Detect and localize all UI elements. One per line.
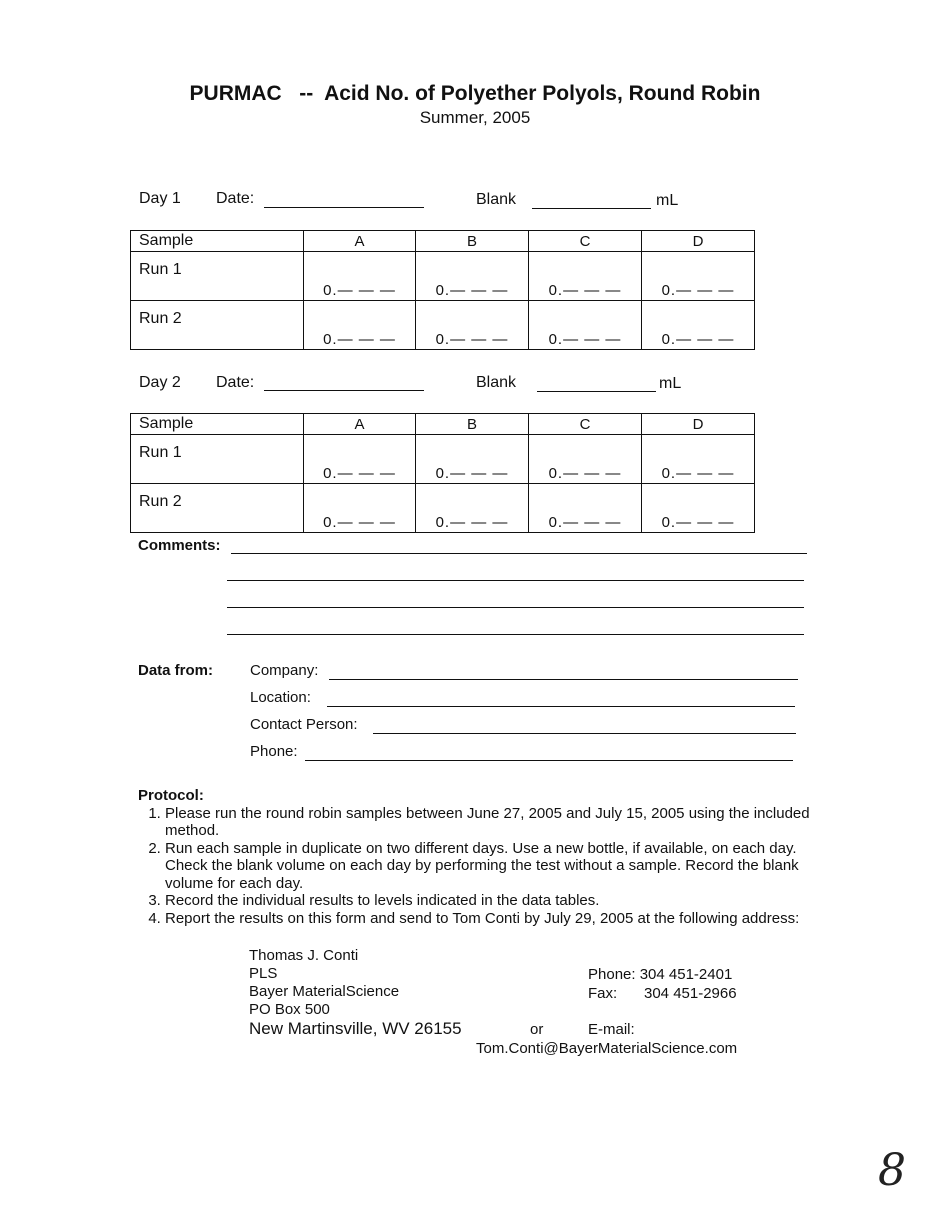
table-row	[131, 435, 755, 484]
comments-label: Comments:	[138, 537, 221, 554]
address-company: Bayer MaterialScience	[249, 983, 400, 1000]
column-header: D	[642, 231, 755, 252]
day1-label: Day 1	[139, 190, 181, 207]
day1-date-field[interactable]	[264, 207, 424, 208]
value-cell[interactable]: 0.— — —	[529, 435, 642, 484]
column-header: A	[304, 231, 416, 252]
address-email-label: E-mail:	[588, 1021, 635, 1038]
day1-date-label: Date:	[216, 190, 255, 207]
day1-blank-unit: mL	[656, 192, 679, 209]
address-dept: PLS	[249, 965, 278, 982]
value-cell[interactable]: 0.— — —	[642, 301, 755, 350]
table-row	[131, 484, 755, 533]
row-label: Run 2	[131, 484, 304, 533]
value-cell[interactable]: 0.— — —	[529, 252, 642, 301]
page-subtitle: Summer, 2005	[419, 108, 531, 127]
value-cell[interactable]: 0.— — —	[642, 252, 755, 301]
column-header: B	[416, 414, 529, 435]
day2-date-label: Date:	[216, 374, 255, 391]
data-from-label: Data from:	[138, 662, 214, 679]
column-header: A	[304, 414, 416, 435]
column-header: C	[529, 414, 642, 435]
address-phone: Phone: 304 451-2401	[588, 966, 733, 983]
column-header: D	[642, 414, 755, 435]
value-cell[interactable]: 0.— — —	[529, 484, 642, 533]
day2-label: Day 2	[139, 374, 181, 391]
address-name: Thomas J. Conti	[249, 947, 359, 964]
value-cell[interactable]: 0.— — —	[642, 435, 755, 484]
address-fax-number: 304 451-2966	[644, 985, 737, 1002]
protocol-item: 4. Report the results on this form and send to Tom Conti by July 29, 2005 at the following address:	[165, 910, 828, 928]
table-row	[131, 252, 755, 301]
row-label: Run 1	[131, 435, 304, 484]
column-header: Sample	[131, 231, 304, 252]
value-cell[interactable]: 0.— — —	[416, 484, 529, 533]
value-cell[interactable]: 0.— — —	[304, 484, 416, 533]
protocol-item: 3. Record the individual results to levels indicated in the data tables.	[165, 892, 828, 910]
table-row	[131, 301, 755, 350]
contact-label: Contact Person:	[250, 716, 358, 733]
day1-blank-field[interactable]	[532, 208, 651, 209]
day1-table	[130, 230, 755, 350]
value-cell[interactable]: 0.— — —	[416, 435, 529, 484]
day1-blank-label: Blank	[476, 191, 517, 208]
column-header: B	[416, 231, 529, 252]
location-label: Location:	[250, 689, 311, 706]
company-field[interactable]	[329, 679, 798, 680]
day2-table	[130, 413, 755, 533]
address-or: or	[530, 1021, 544, 1038]
day2-blank-field[interactable]	[537, 391, 656, 392]
phone-field[interactable]	[305, 760, 793, 761]
comments-line-1[interactable]	[231, 553, 807, 554]
protocol-heading: Protocol:	[138, 787, 204, 804]
page-title: PURMAC -- Acid No. of Polyether Polyols, Round Robin	[189, 82, 761, 105]
contact-field[interactable]	[373, 733, 796, 734]
column-header: C	[529, 231, 642, 252]
address-city: New Martinsville, WV 26155	[249, 1019, 462, 1038]
protocol-section	[138, 787, 828, 927]
value-cell[interactable]: 0.— — —	[416, 301, 529, 350]
column-header: Sample	[131, 414, 304, 435]
value-cell[interactable]: 0.— — —	[304, 301, 416, 350]
row-label: Run 1	[131, 252, 304, 301]
address-email[interactable]: Tom.Conti@BayerMaterialScience.com	[476, 1040, 738, 1057]
day2-blank-unit: mL	[659, 375, 682, 392]
row-label: Run 2	[131, 301, 304, 350]
value-cell[interactable]: 0.— — —	[642, 484, 755, 533]
value-cell[interactable]: 0.— — —	[304, 252, 416, 301]
comments-line-2[interactable]	[227, 580, 804, 581]
address-box: PO Box 500	[249, 1001, 330, 1018]
comments-line-3[interactable]	[227, 607, 804, 608]
address-fax-label: Fax:	[588, 985, 618, 1002]
value-cell[interactable]: 0.— — —	[529, 301, 642, 350]
day2-blank-label: Blank	[476, 374, 517, 391]
day2-date-field[interactable]	[264, 390, 424, 391]
company-label: Company:	[250, 662, 319, 679]
phone-label: Phone:	[250, 743, 298, 760]
location-field[interactable]	[327, 706, 795, 707]
comments-line-4[interactable]	[227, 634, 804, 635]
value-cell[interactable]: 0.— — —	[304, 435, 416, 484]
page-number: 8	[878, 1145, 906, 1196]
value-cell[interactable]: 0.— — —	[416, 252, 529, 301]
protocol-item: 1. Please run the round robin samples between June 27, 2005 and July 15, 2005 using the included method.	[165, 805, 828, 840]
protocol-item: 2. Run each sample in duplicate on two different days. Use a new bottle, if available, on each day. Check the blank volume on each day by performing the test without a sample. Record the blank volume for each day.	[165, 840, 828, 893]
